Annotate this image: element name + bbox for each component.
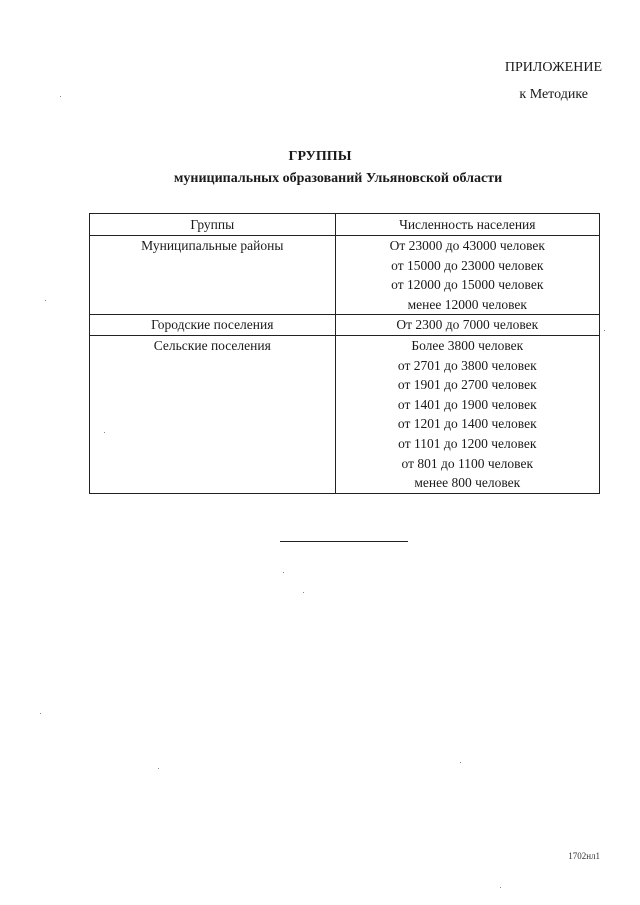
title-main: ГРУППЫ bbox=[288, 149, 352, 164]
groups-table bbox=[89, 213, 600, 494]
table-row bbox=[90, 335, 600, 493]
scan-speck bbox=[500, 887, 501, 888]
population-range: От 23000 до 43000 человек bbox=[389, 238, 545, 253]
scan-speck bbox=[104, 432, 105, 433]
group-name: Сельские поселения bbox=[153, 337, 271, 353]
scan-speck bbox=[303, 592, 304, 593]
group-name: Муниципальные районы bbox=[141, 238, 284, 253]
scan-speck bbox=[604, 330, 605, 331]
title-subtitle: муниципальных образований Ульяновской области bbox=[173, 171, 503, 186]
scan-speck bbox=[283, 572, 284, 573]
population-range: от 801 до 1100 человек bbox=[401, 455, 534, 471]
population-range: от 2701 до 3800 человек bbox=[397, 357, 537, 373]
population-cell bbox=[335, 335, 599, 493]
group-name: Городские поселения bbox=[151, 317, 274, 333]
group-cell bbox=[90, 236, 336, 315]
table-header-row bbox=[90, 214, 600, 236]
appendix-reference: к Методике bbox=[519, 87, 588, 102]
population-range: Более 3800 человек bbox=[411, 337, 524, 353]
scan-speck bbox=[460, 762, 461, 763]
scan-speck bbox=[40, 713, 41, 714]
population-range: От 2300 до 7000 человек bbox=[396, 317, 539, 333]
population-range: от 12000 до 15000 человек bbox=[391, 277, 544, 293]
population-range: менее 800 человек bbox=[414, 475, 521, 491]
table-row bbox=[90, 315, 600, 336]
scan-speck bbox=[60, 96, 61, 97]
group-cell bbox=[90, 315, 336, 336]
document-code: 1702нл1 bbox=[568, 851, 600, 861]
population-range: от 1201 до 1400 человек bbox=[397, 416, 537, 432]
closing-rule bbox=[280, 541, 408, 542]
group-cell bbox=[90, 335, 336, 493]
scan-speck bbox=[45, 300, 46, 301]
column-header-population: Численность населения bbox=[335, 214, 599, 236]
population-range: от 15000 до 23000 человек bbox=[391, 257, 544, 273]
appendix-label: ПРИЛОЖЕНИЕ bbox=[504, 60, 602, 75]
population-cell bbox=[335, 236, 599, 315]
table-row bbox=[90, 236, 600, 315]
population-range: от 1401 до 1900 человек bbox=[397, 396, 537, 412]
document-title bbox=[0, 146, 640, 190]
column-header-groups: Группы bbox=[90, 214, 336, 236]
scan-speck bbox=[158, 768, 159, 769]
appendix-header bbox=[505, 54, 602, 108]
population-range: менее 12000 человек bbox=[407, 296, 527, 312]
population-range: от 1901 до 2700 человек bbox=[397, 377, 537, 393]
population-range: от 1101 до 1200 человек bbox=[398, 435, 537, 451]
population-cell bbox=[335, 315, 599, 336]
